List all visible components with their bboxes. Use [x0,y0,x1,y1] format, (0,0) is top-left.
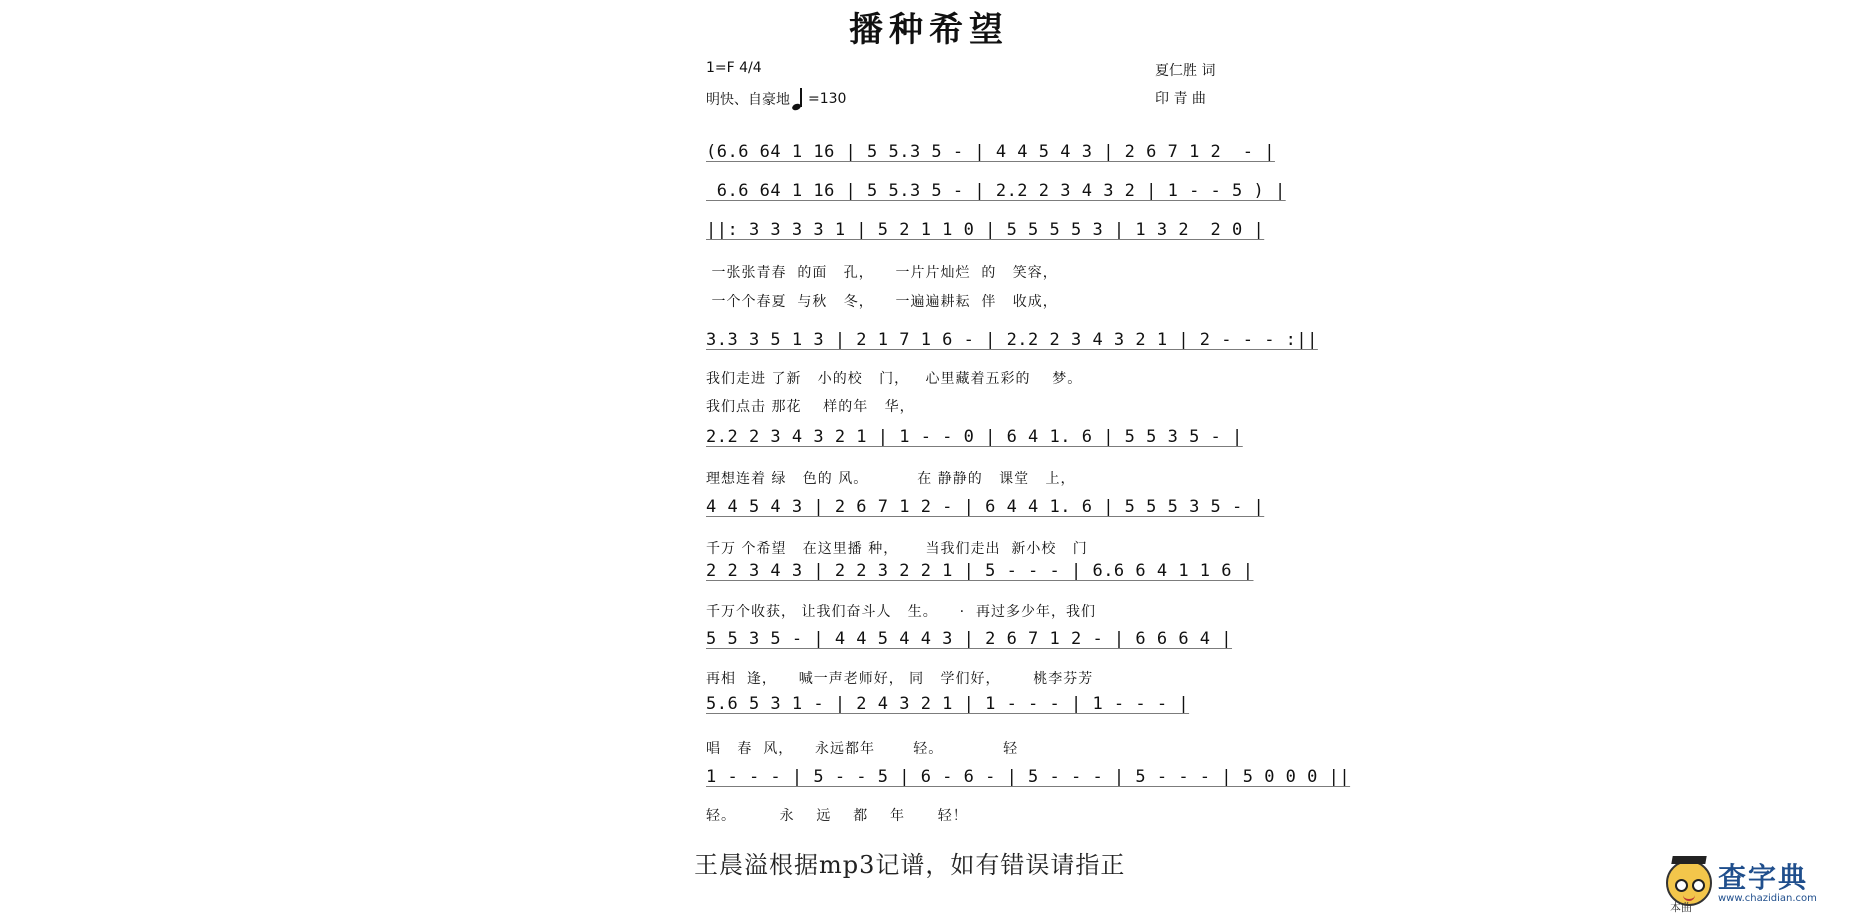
notation-line: 2.2 2 3 4 3 2 1 | 1 - - 0 | 6 4 1. 6 | 5 5 3 5 - | [706,427,1243,447]
tempo-marking [706,88,846,110]
notation-line: 3.3 3 5 1 3 | 2 1 7 1 6 - | 2.2 2 3 4 3 2 1 | 2 - - - :|| [706,330,1318,350]
lyricist: 夏仁胜 词 [1155,63,1216,79]
composer: 印 青 曲 [1155,91,1206,107]
song-title: 播种希望 [849,10,1009,50]
lyric-line: 轻。 永 远 都 年 轻！ [706,808,968,824]
lyric-line: 千万个收获， 让我们奋斗人 生。 · 再过多少年，我们 [706,604,1096,620]
lyric-line: 一张张青春 的面 孔， 一片片灿烂 的 笑容， [706,265,1058,281]
transcriber-note: 王晨溢根据mp3记谱，如有错误请指正 [694,851,1126,879]
tempo-value: =130 [808,91,847,107]
notation-line: 2 2 3 4 3 | 2 2 3 2 2 1 | 5 - - - | 6.6 6 4 1 1 6 | [706,561,1254,581]
notation-line: ||: 3 3 3 3 1 | 5 2 1 1 0 | 5 5 5 5 3 | 1 3 2 2 0 | [706,220,1265,240]
lyric-line: 我们点击 那花 样的年 华， [706,399,915,415]
notation-line: 5 5 3 5 - | 4 4 5 4 4 3 | 2 6 7 1 2 - | 6 6 6 4 | [706,629,1233,649]
notation-line: 4 4 5 4 3 | 2 6 7 1 2 - | 6 4 4 1. 6 | 5 5 5 3 5 - | [706,497,1265,517]
key-signature: 1=F 4/4 [706,60,762,76]
notation-line: 1 - - - | 5 - - 5 | 6 - 6 - | 5 - - - | 5 - - - | 5 0 0 0 || [706,767,1351,787]
notation-line: (6.6 64 1 16 | 5 5.3 5 - | 4 4 5 4 3 | 2 6 7 1 2 - | [706,142,1275,162]
lyric-line: 一个个春夏 与秋 冬， 一遍遍耕耘 伴 收成， [706,294,1058,310]
lyric-line: 再相 逢， 喊一声老师好， 同 学们好， 桃李芬芳 [706,671,1094,687]
logo-name: 查字典 [1718,860,1809,894]
notation-line: 5.6 5 3 1 - | 2 4 3 2 1 | 1 - - - | 1 - - - | [706,694,1190,714]
lyric-line: 理想连着 绿 色的 风。 在 静静的 课堂 上， [706,471,1076,487]
tempo-label: 明快、自豪地 [706,92,790,108]
lyric-line: 唱 春 风， 永远都年 轻。 轻 [706,741,1019,757]
quarter-note-icon [792,88,806,110]
lyric-line: 我们走进 了新 小的校 门， 心里藏着五彩的 梦。 [706,371,1083,387]
logo-url: www.chazidian.com [1718,892,1817,904]
notation-line: 6.6 64 1 16 | 5 5.3 5 - | 2.2 2 3 4 3 2 | 1 - - 5 ) | [706,181,1286,201]
lyric-line: 千万 个希望 在这里播 种， 当我们走出 新小校 门 [706,541,1088,557]
watermark-prefix: 本曲 [1670,901,1692,914]
